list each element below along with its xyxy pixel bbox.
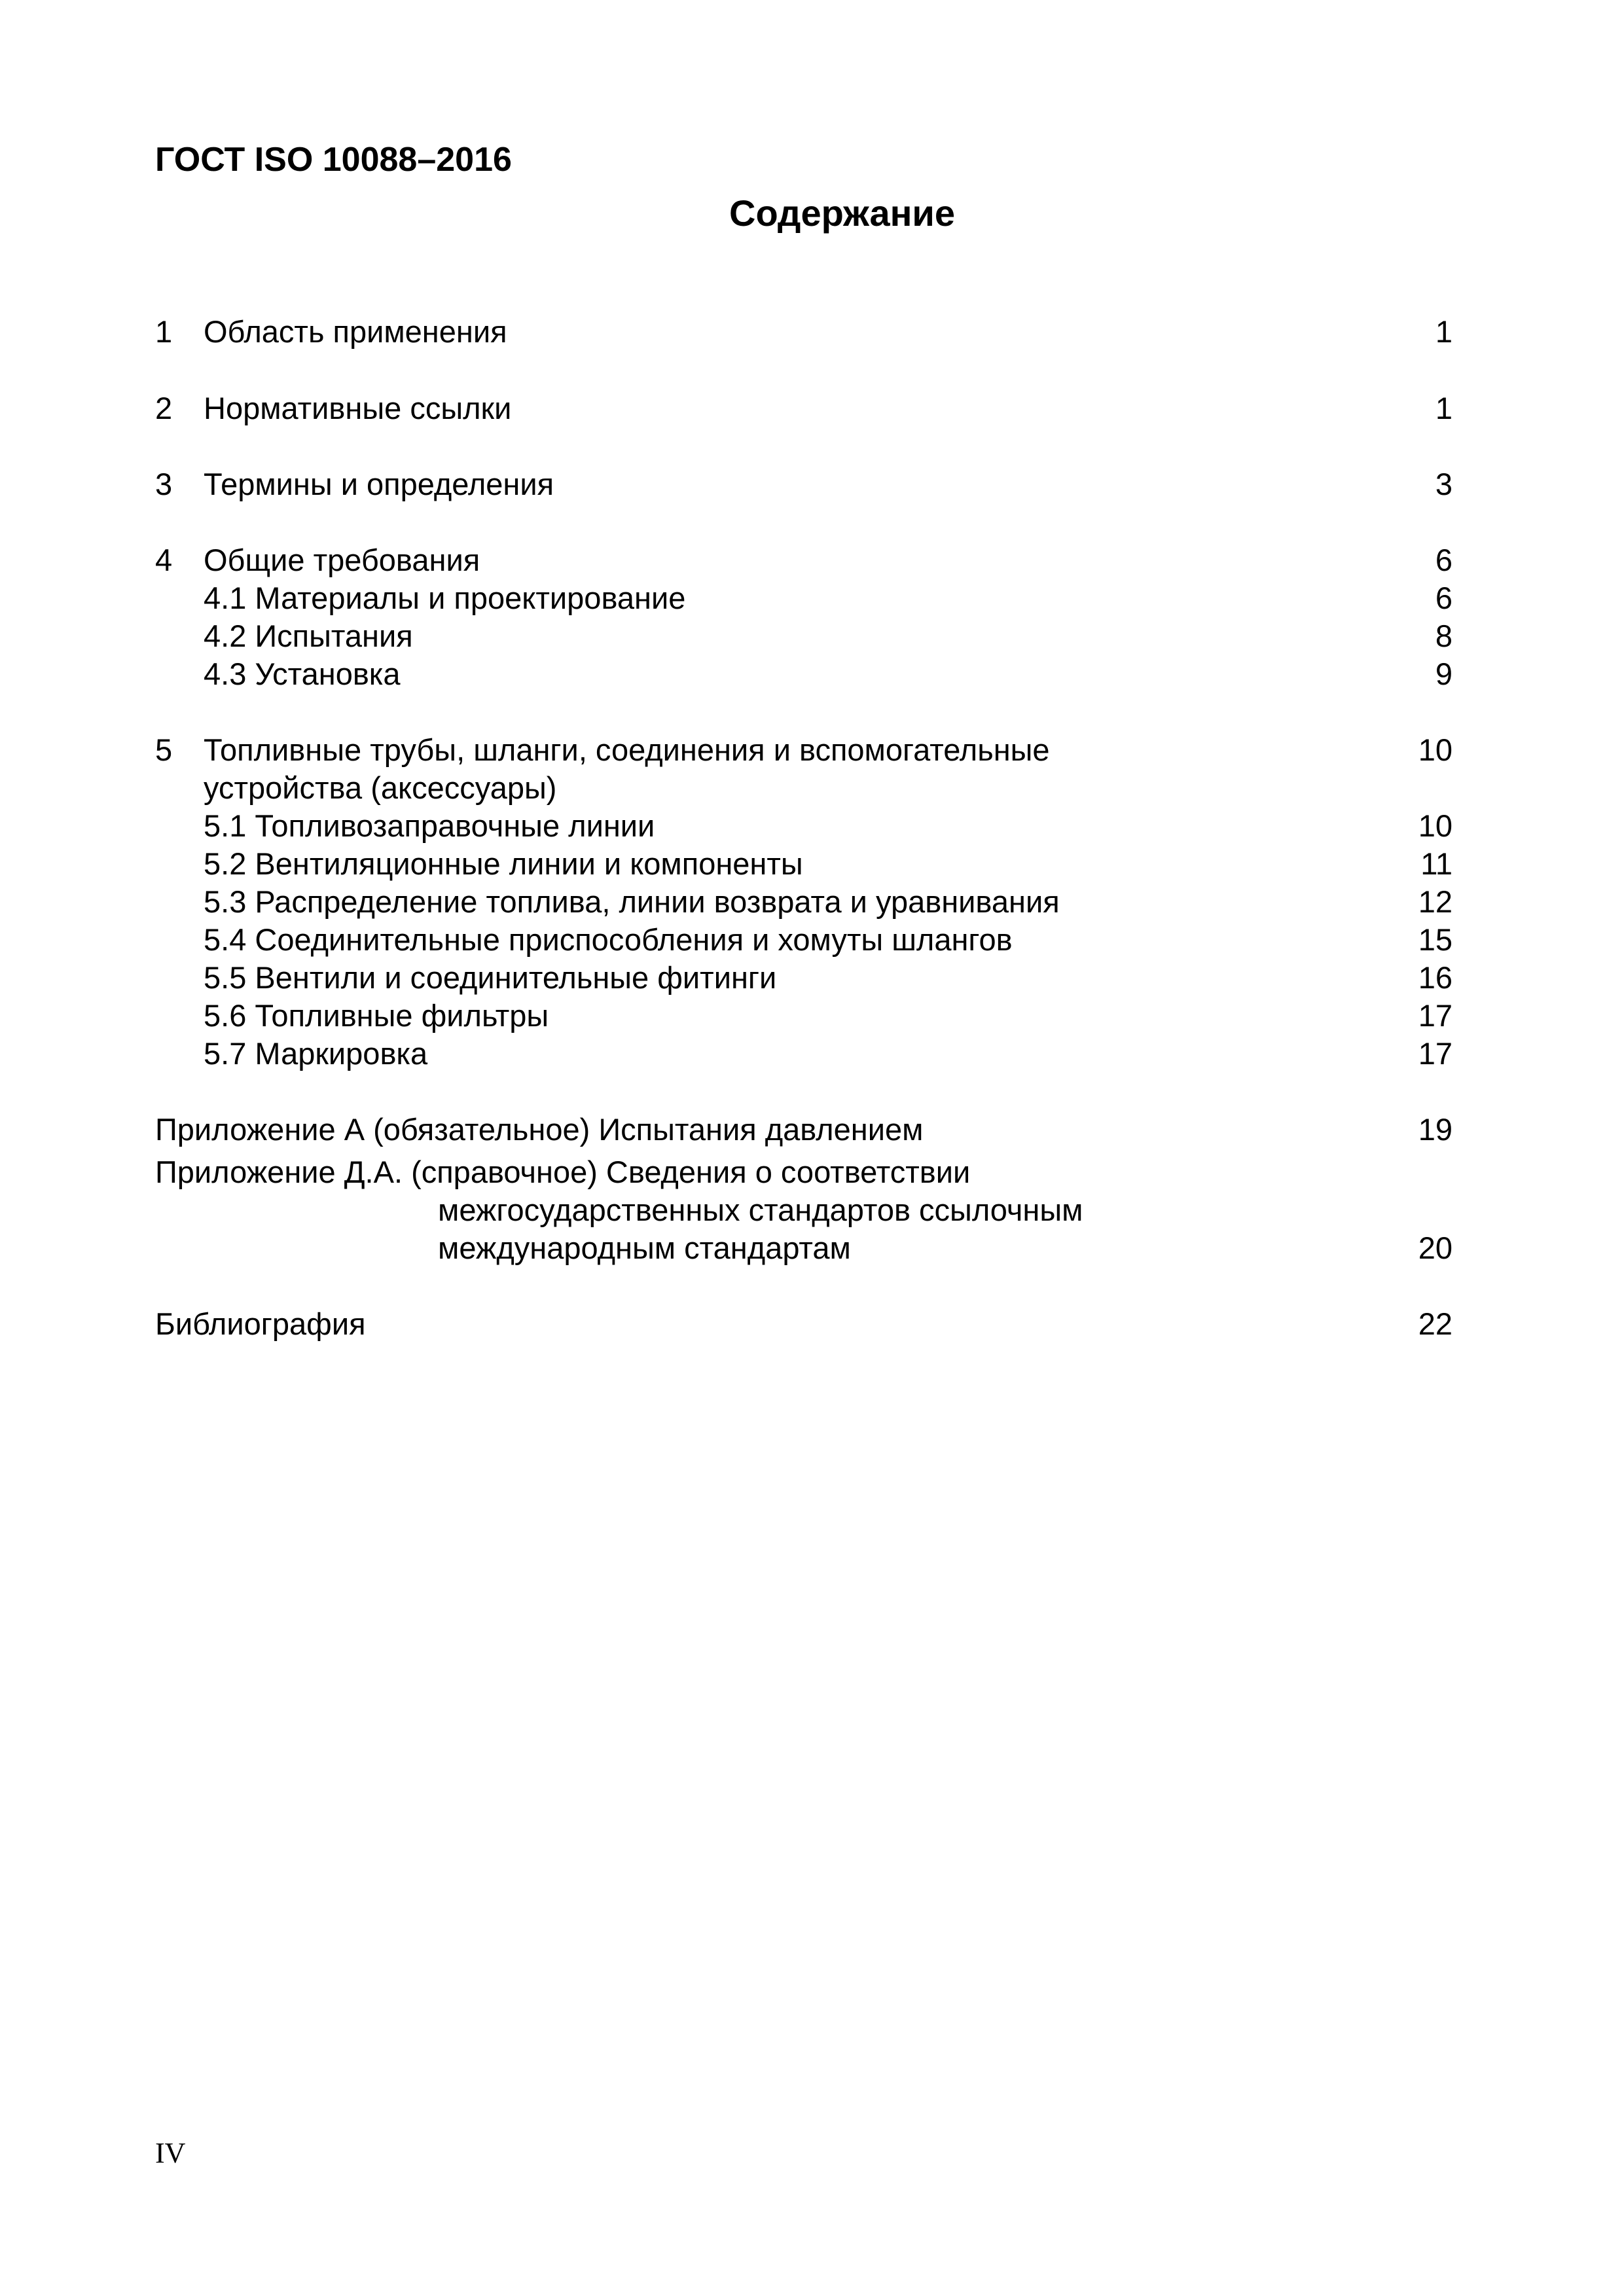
- toc-entry-page: 12: [1418, 884, 1453, 919]
- toc-entry-label: устройства (аксессуары): [204, 770, 557, 805]
- toc-entry-page: 3: [1435, 467, 1453, 501]
- toc-entry-label: 5.5 Вентили и соединительные фитинги: [204, 960, 777, 995]
- toc-entry-annex-a[interactable]: [155, 1111, 1453, 1149]
- toc-entry-5-4[interactable]: [155, 921, 1453, 959]
- document-id: ГОСТ ISO 10088–2016: [155, 141, 512, 179]
- toc-entry-page: 11: [1420, 846, 1453, 881]
- toc-entry-5-3[interactable]: [155, 883, 1453, 921]
- toc-entry-page: 10: [1418, 808, 1453, 843]
- toc-entry-annex-da[interactable]: [155, 1153, 1453, 1191]
- toc-entry-5-1[interactable]: [155, 807, 1453, 845]
- toc-entry-number: 5: [155, 732, 173, 767]
- toc-entry-annex-da-continuation: [155, 1229, 1453, 1267]
- toc-entry-label: 5.2 Вентиляционные линии и компоненты: [204, 846, 803, 881]
- toc-entry-label: 5.1 Топливозаправочные линии: [204, 808, 655, 843]
- toc-entry-4-3[interactable]: [155, 655, 1453, 693]
- toc-entry-page: 6: [1435, 581, 1453, 615]
- toc-entry-page: 1: [1435, 314, 1453, 349]
- toc-entry-label: межгосударственных стандартов ссылочным: [438, 1193, 1083, 1227]
- toc-entry-number: 1: [155, 314, 173, 349]
- toc-entry-label: 5.3 Распределение топлива, линии возврата и уравнивания: [204, 884, 1060, 919]
- toc-entry-label: Библиография: [155, 1306, 366, 1341]
- toc-entry-page: 1: [1435, 391, 1453, 425]
- table-of-contents: [155, 0, 1453, 2296]
- toc-entry-3[interactable]: [155, 465, 1453, 503]
- toc-entry-label: 4.1 Материалы и проектирование: [204, 581, 686, 615]
- toc-entry-page: 8: [1435, 619, 1453, 653]
- toc-entry-2[interactable]: [155, 389, 1453, 427]
- page-title: Содержание: [729, 192, 955, 234]
- toc-entry-label: 4.2 Испытания: [204, 619, 413, 653]
- toc-entry-page: 15: [1418, 922, 1453, 957]
- toc-entry-bibliography[interactable]: [155, 1305, 1453, 1343]
- toc-entry-5-2[interactable]: [155, 845, 1453, 883]
- toc-entry-5-7[interactable]: [155, 1035, 1453, 1073]
- toc-entry-5[interactable]: [155, 731, 1453, 769]
- toc-entry-page: 16: [1418, 960, 1453, 995]
- toc-entry-5-continuation: [155, 769, 1453, 807]
- toc-entry-page: 22: [1418, 1306, 1453, 1341]
- toc-entry-page: 19: [1418, 1112, 1453, 1147]
- toc-entry-label: международным стандартам: [438, 1230, 851, 1265]
- toc-entry-page: 6: [1435, 543, 1453, 577]
- toc-entry-page: 20: [1418, 1230, 1453, 1265]
- toc-entry-label: 5.6 Топливные фильтры: [204, 998, 549, 1033]
- toc-entry-label: Термины и определения: [204, 467, 554, 501]
- page-number: IV: [155, 2137, 186, 2169]
- toc-entry-4-2[interactable]: [155, 617, 1453, 655]
- toc-entry-4[interactable]: [155, 541, 1453, 579]
- toc-entry-5-6[interactable]: [155, 997, 1453, 1035]
- toc-entry-1[interactable]: [155, 313, 1453, 351]
- toc-entry-number: 4: [155, 543, 173, 577]
- toc-entry-label: Общие требования: [204, 543, 480, 577]
- toc-entry-label: 4.3 Установка: [204, 656, 401, 691]
- toc-entry-4-1[interactable]: [155, 579, 1453, 617]
- toc-entry-page: 9: [1435, 656, 1453, 691]
- toc-entry-5-5[interactable]: [155, 959, 1453, 997]
- toc-entry-label: Нормативные ссылки: [204, 391, 512, 425]
- toc-entry-page: 17: [1418, 1036, 1453, 1071]
- toc-entry-annex-da-continuation: [155, 1191, 1453, 1229]
- toc-entry-number: 2: [155, 391, 173, 425]
- toc-entry-number: 3: [155, 467, 173, 501]
- toc-entry-label: Приложение Д.А. (справочное) Сведения о соответствии: [155, 1155, 971, 1189]
- toc-entry-label: 5.7 Маркировка: [204, 1036, 428, 1071]
- toc-entry-label: 5.4 Соединительные приспособления и хомуты шлангов: [204, 922, 1013, 957]
- toc-entry-label: Топливные трубы, шланги, соединения и вспомогательные: [204, 732, 1050, 767]
- toc-entry-page: 10: [1418, 732, 1453, 767]
- toc-entry-label: Приложение А (обязательное) Испытания давлением: [155, 1112, 924, 1147]
- toc-entry-label: Область применения: [204, 314, 507, 349]
- toc-entry-page: 17: [1418, 998, 1453, 1033]
